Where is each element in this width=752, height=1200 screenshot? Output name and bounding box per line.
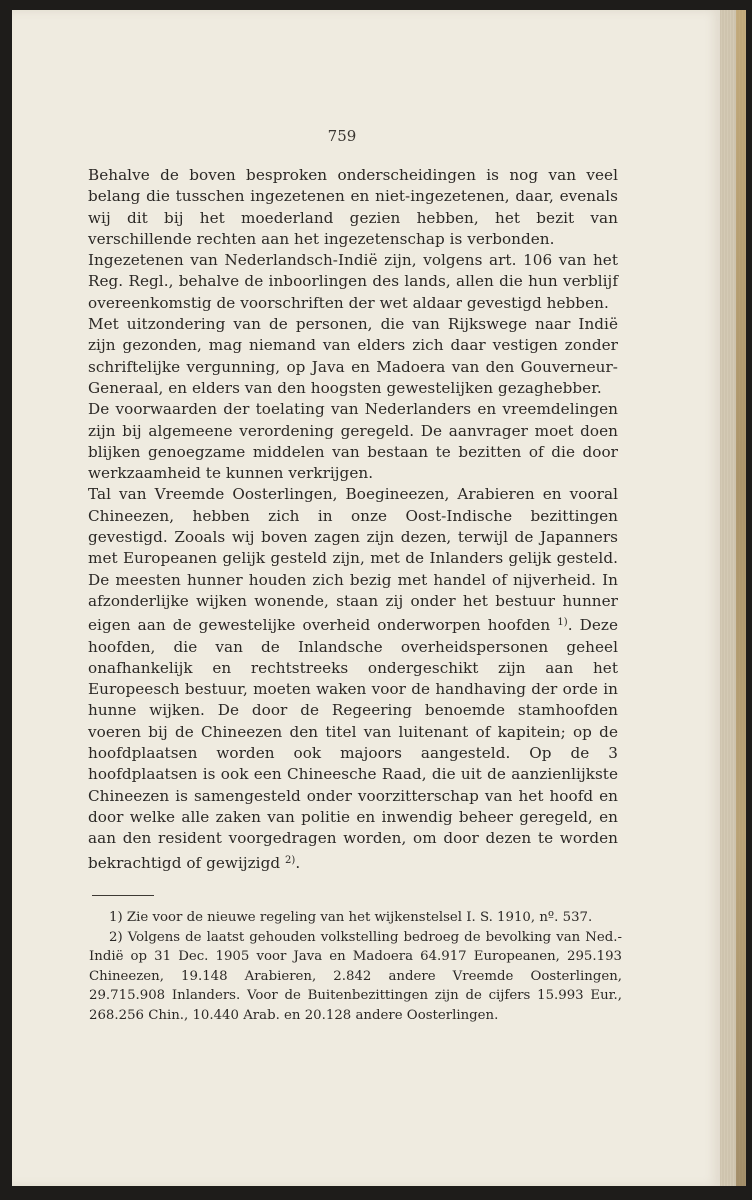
paragraph-4: De voorwaarden der toelating van Nederlanders en vreemdelingen zijn bij algemeene verordening geregeld. De aanvrager moet doen blijken genoegzame middelen van bestaan te bezitten of die door werkzaamheid te kunnen verkrijgen. (88, 400, 618, 483)
footnote-marker-2: 2) (285, 854, 296, 866)
paragraph-5-end: . (295, 853, 301, 872)
paragraph-5-text: Tal van Vreemde Oosterlingen, Boegineezen, Arabieren en vooral Chineezen, hebben zich in onze Oost-Indische bezittingen gevestigd. Zooals wij boven zagen zijn dezen, terwijl de Japanners met Europeanen gelijk gesteld zijn, met de Inlanders gelijk gesteld. De meesten hunner houden zich bezig met handel of nijverheid. In afzonderlijke wijken wonende, staan zij onder het bestuur hunner eigen aan de gewestelijke overheid onderworpen hoofden (88, 485, 618, 635)
paragraph-5 (88, 484, 618, 873)
book-page (12, 10, 720, 1186)
footnote-divider (92, 895, 154, 896)
gilded-edge (736, 10, 746, 1186)
footnote-2: 2) Volgens de laatst gehouden volkstelling bedroeg de bevolking van Ned.-Indië op 31 Dec. 1905 voor Java en Madoera 64.917 Europeanen, 295.193 Chineezen, 19.148 Arabieren, 2.842 andere Vreemde Oosterlingen, 29.715.908 Inlanders. Voor de Buitenbezittingen zijn de cijfers 15.993 Eur., 268.256 Chin., 10.440 Arab. en 20.128 andere Oosterlingen. (89, 929, 622, 1023)
paragraph-3: Met uitzondering van de personen, die van Rijkswege naar Indië zijn gezonden, mag niemand van elders zich daar vestigen zonder schriftelijke vergunning, op Java en Madoera van den Gouverneur-Generaal, en elders van den hoogsten gewestelijken gezaghebber. (88, 315, 618, 397)
paragraph-5-continued: . Deze hoofden, die van de Inlandsche overheidspersonen geheel onafhankelijk en rechtstreeks ondergeschikt zijn aan het Europeesch bestuur, moeten waken voor de handhaving der orde in hunne wijken. De door de Regeering benoemde stamhoofden voeren bij de Chineezen den titel van luitenant of kapitein; op de hoofdplaatsen worden ook majoors aangesteld. Op de 3 hoofdplaatsen is ook een Chineesche Raad, die uit de aanzienlijkste Chineezen is samengesteld onder voorzitterschap van het hoofd en door welke alle zaken van politie en inwendig beheer geregeld, en aan den resident voorgedragen worden, om door dezen te worden bekrachtigd of gewijzigd (88, 616, 618, 872)
main-text (88, 165, 618, 874)
paragraph-1: Behalve de boven besproken onderscheidingen is nog van veel belang die tusschen ingezetenen en niet-ingezetenen, daar, evenals wij dit bij het moederland gezien hebben, het bezit van verschillende rechten aan het ingezetenschap is verbonden. (88, 166, 618, 248)
page-number: 759 (327, 127, 357, 145)
footnote-marker-1: 1) (557, 617, 568, 629)
footnote-1: 1) Zie voor de nieuwe regeling van het wijkenstelsel I. S. 1910, nº. 537. (109, 910, 593, 925)
paragraph-2: Ingezetenen van Nederlandsch-Indië zijn, volgens art. 106 van het Reg. Regl., behalve de inboorlingen des lands, allen die hun verblijf overeenkomstig de voorschriften der wet aldaar gevestigd hebben. (88, 251, 618, 312)
footnotes (89, 908, 622, 1025)
